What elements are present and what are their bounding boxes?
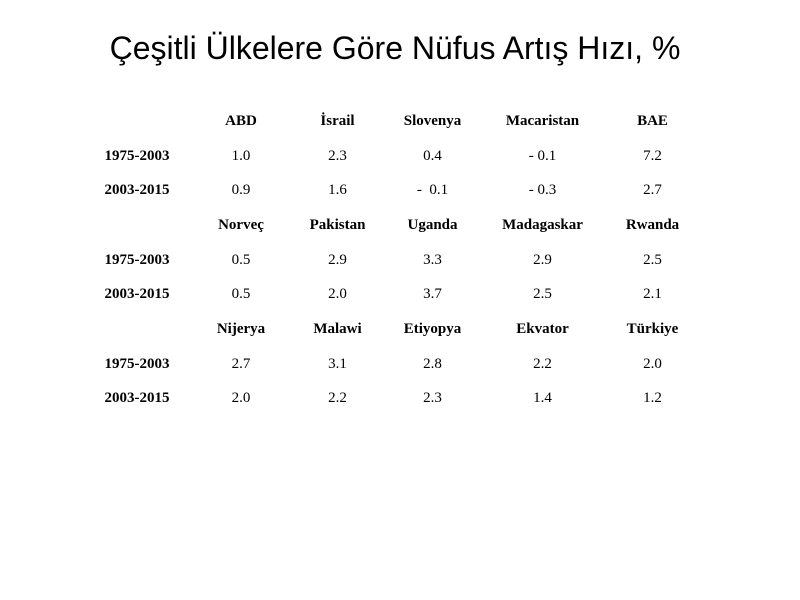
rate-cell: 3.3 [423,251,442,268]
country-header: BAE [637,112,668,129]
rate-cell: 0.4 [423,147,442,164]
rate-cell: 2.7 [231,355,251,372]
country-header: Ekvator [516,320,569,337]
country-header-row [82,104,700,139]
rate-cell: 2.3 [423,390,442,407]
rate-cell: 7.2 [643,147,662,164]
table-row [82,173,700,208]
rate-cell: 2.5 [643,251,662,268]
country-header: Rwanda [625,216,680,233]
rate-cell: 2.2 [328,390,347,407]
country-header: Slovenya [403,112,462,129]
rate-cell: 2.8 [423,355,442,372]
country-header-row [82,208,700,243]
rate-cell: - 0.1 [528,147,557,164]
rate-cell: 3.7 [423,286,442,303]
country-header: Macaristan [505,112,580,129]
period-label: 1975-2003 [104,355,170,372]
rate-cell: 2.0 [643,355,662,372]
rate-cell: 0.5 [231,251,251,268]
table-row [82,382,700,417]
rate-cell: 1.2 [643,390,662,407]
rate-cell: 1.0 [231,147,251,164]
country-header: ABD [225,112,257,129]
rate-cell: 2.3 [328,147,347,164]
country-header-row [82,312,700,347]
rate-cell: 2.7 [643,182,662,199]
table-row [82,277,700,312]
rate-cell: 0.9 [231,182,251,199]
rate-cell: 2.9 [533,251,552,268]
empty-corner-cell [82,312,192,347]
empty-corner-cell [82,104,192,139]
rate-cell: 2.1 [643,286,662,303]
rate-cell: 3.1 [328,355,347,372]
country-header: İsrail [320,112,355,129]
period-label: 1975-2003 [104,147,170,164]
country-header: Türkiye [626,320,679,337]
table-row [82,347,700,382]
rate-cell: 2.9 [328,251,347,268]
period-label: 1975-2003 [104,251,170,268]
country-header: Madagaskar [502,216,583,233]
population-growth-table [82,104,700,416]
country-header: Pakistan [309,216,366,233]
rate-cell: 0.5 [231,286,251,303]
rate-cell: 1.4 [533,390,552,407]
period-label: 2003-2015 [104,390,170,407]
rate-cell: 2.0 [328,286,347,303]
country-header: Uganda [407,216,458,233]
country-header: Nijerya [216,320,266,337]
rate-cell: 2.0 [231,390,251,407]
rate-cell: 2.2 [533,355,552,372]
country-header: Malawi [313,320,362,337]
table-row [82,139,700,174]
page-title: Çeşitli Ülkelere Göre Nüfus Artış Hızı, % [109,30,681,66]
table-row [82,243,700,278]
rate-cell: - 0.1 [416,182,449,199]
period-label: 2003-2015 [104,182,170,199]
rate-cell: 2.5 [533,286,552,303]
rate-cell: 1.6 [328,182,347,199]
period-label: 2003-2015 [104,286,170,303]
country-header: Norveç [218,216,264,233]
rate-cell: - 0.3 [528,182,557,199]
empty-corner-cell [82,208,192,243]
country-header: Etiyopya [403,320,462,337]
